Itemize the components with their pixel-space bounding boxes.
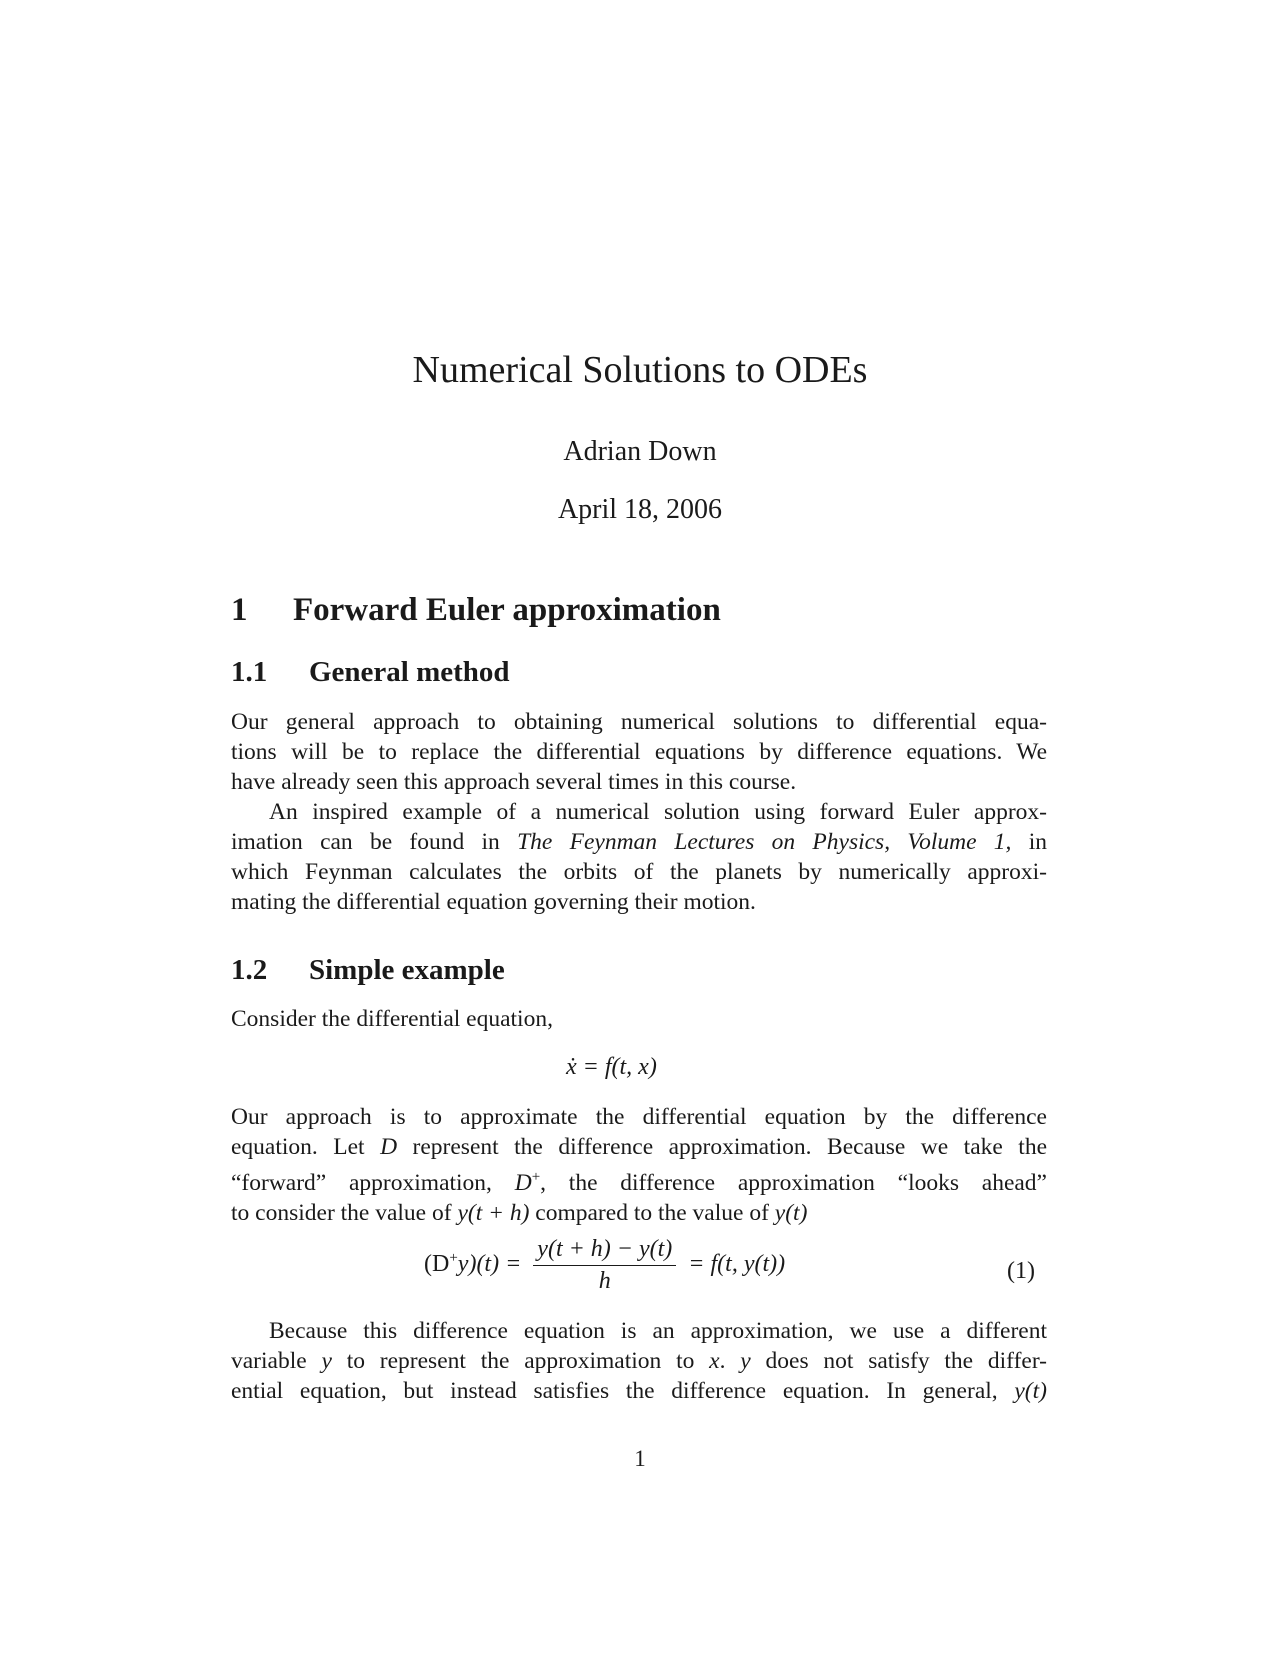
subsection-title: Simple example xyxy=(309,954,505,986)
book-title: The Feynman Lectures on Physics, Volume 1, xyxy=(517,829,1012,855)
section-heading-1 xyxy=(231,592,1047,629)
text-line: which Feynman calculates the orbits of the planets by numerically approxi- xyxy=(231,859,1047,885)
paragraph-difference xyxy=(231,1316,1047,1406)
subsection-number: 1.2 xyxy=(231,954,268,986)
text-line: “forward” approximation, D+, the difference approximation “looks ahead” xyxy=(231,1169,1047,1196)
subsection-heading-1-2 xyxy=(231,954,1047,987)
page-number: 1 xyxy=(634,1446,646,1471)
subsection-heading-1-1 xyxy=(231,656,1047,689)
equation-ode: ẋ = f(t, x) xyxy=(566,1054,657,1080)
text-line: Because this difference equation is an approximation, we use a different xyxy=(269,1318,1047,1344)
equation-number: (1) xyxy=(1007,1258,1035,1284)
subsection-title: General method xyxy=(309,656,510,688)
paragraph-general-method xyxy=(231,707,1047,917)
text-line: variable y to represent the approximation to x. y does not satisfy the differ- xyxy=(231,1348,1048,1374)
text-line: equation. Let D represent the difference approximation. Because we take the xyxy=(231,1134,1047,1160)
document-title: Numerical Solutions to ODEs xyxy=(412,349,868,391)
text-line: have already seen this approach several times in this course. xyxy=(231,769,797,795)
text-line: ential equation, but instead satisfies the difference equation. In general, y(t) xyxy=(231,1378,1047,1404)
fraction: $\frac{y(t + h) - y(t)}{h}$ xyxy=(533,1236,676,1295)
text-line: Our general approach to obtaining numerical solutions to differential equa- xyxy=(231,709,1047,735)
text-line: Consider the differential equation, xyxy=(231,1006,553,1032)
subsection-number: 1.1 xyxy=(231,656,268,688)
text-line: An inspired example of a numerical solution using forward Euler approx- xyxy=(269,799,1047,825)
text-line: mating the differential equation governing their motion. xyxy=(231,889,756,915)
section-title: Forward Euler approximation xyxy=(293,592,721,628)
text-line: tions will be to replace the differential equations by difference equations. We xyxy=(231,739,1047,765)
paragraph-consider xyxy=(231,1004,1047,1034)
paragraph-approach xyxy=(231,1102,1047,1228)
author-name: Adrian Down xyxy=(563,436,717,467)
text-line: to consider the value of y(t + h) compared to the value of y(t) xyxy=(231,1199,808,1226)
document-date: April 18, 2006 xyxy=(557,494,723,525)
text-line: imation can be found in The Feynman Lectures on Physics, Volume 1, in xyxy=(231,829,1047,855)
section-number: 1 xyxy=(231,592,248,628)
text-line: Our approach is to approximate the differential equation by the difference xyxy=(231,1104,1047,1130)
equation-forward-difference: (D+y)(t) = $\frac{y(t + h) - y(t)}{h}$ = f(t, y(t)) xyxy=(424,1236,786,1294)
